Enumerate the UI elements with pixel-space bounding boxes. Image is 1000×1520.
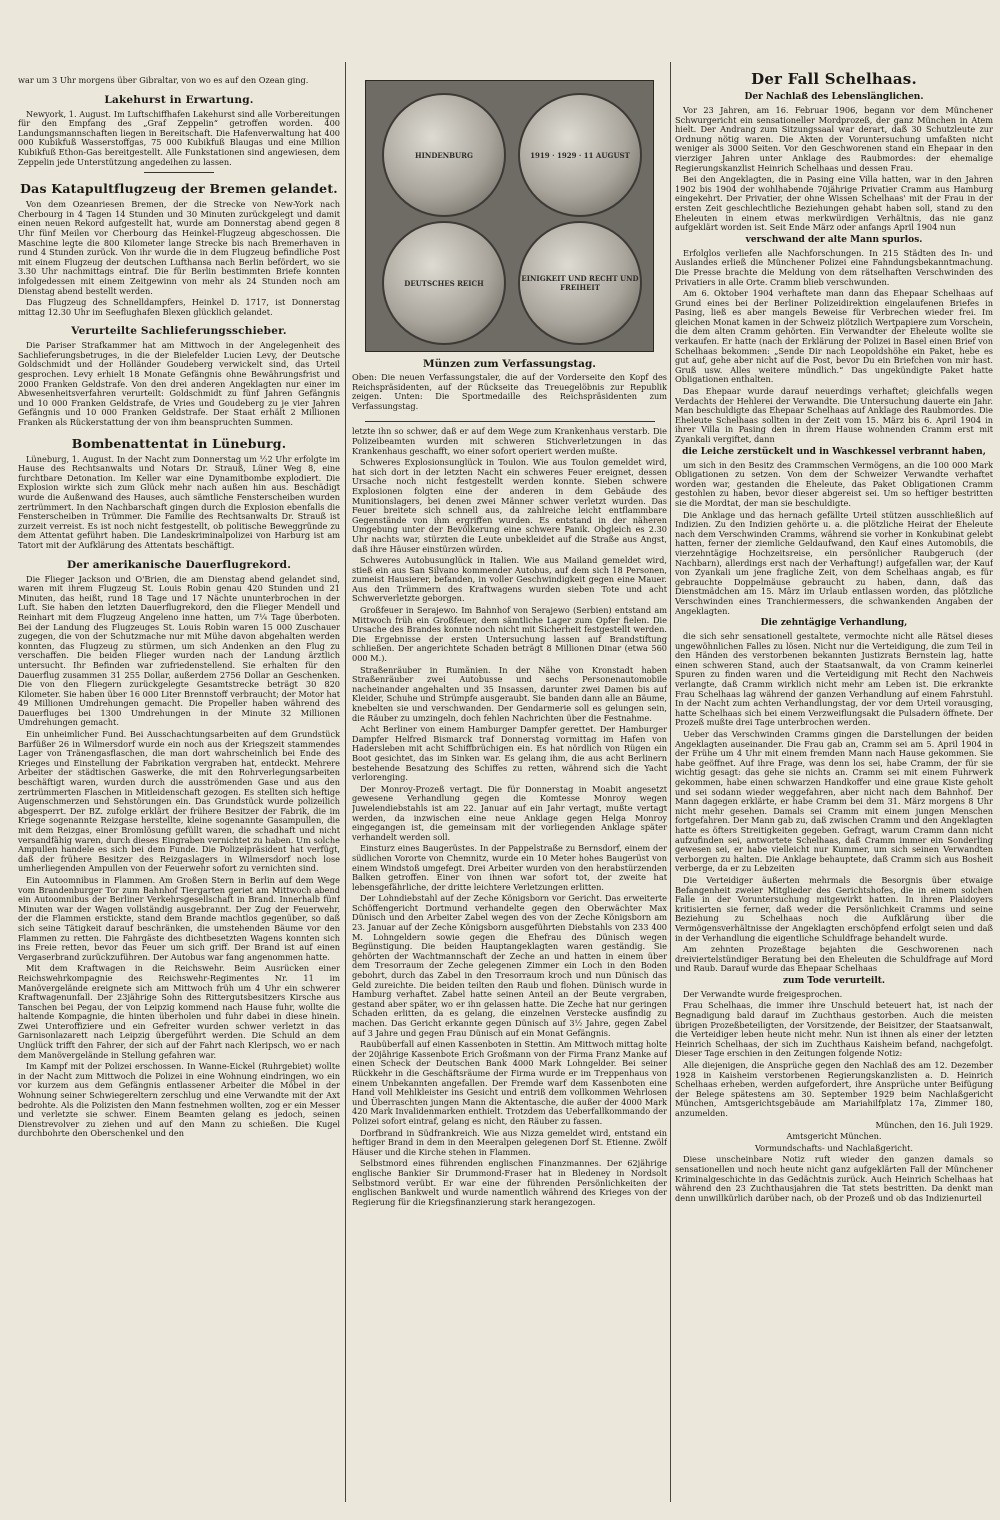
coin-hindenburg-inscription: HINDENBURG [415,150,473,160]
article-hamburger-dampfer: Acht Berliner von einem Hamburger Dampfer gerettet. Der Hamburger Dampfer Helfred Bismarck traf Donnerstag vormittag im Hafen von Hadersleben mit acht Schiffbrüchigen ein. Es hat nördlich von Rügen ein Boot gesichtet, das im Sinken war. Es gelang ihm, die aus acht Berlinern bestehende Besatzung des Schiffes zu retten, während sich die Yacht verlorenging. [352,724,667,783]
schelhaas-paragraph-2: Bei den Angeklagten, die in Pasing eine Villa hatten, war in den Jahren 1902 bis 1904 der wohlhabende 70jährige Privatier Cramm aus Hamburg eingekehrt. Der Privatier, der ohne Wissen Schelhaas' mit der Frau in der ersten Zeit geschlechtliche Beziehungen gehabt haben soll, stand zu den Eheleuten in einem etwas merkwürdigen Verhältnis, das nie ganz aufgeklärt worden ist. Seit Ende März oder anfangs April 1904 nun [675,174,993,233]
subheading-spurlos: verschwand der alte Mann spurlos. [745,234,923,245]
coins-photo [365,80,654,352]
headline-bombenattentat: Bombenattentat in Lüneburg. [71,435,287,451]
article-katapult-1: Von dem Ozeanriesen Bremen, der die Strecke von New-York nach Cherbourg in 4 Tagen 14 Stunden und 30 Minuten zurückgelegt und damit einen neuen Rekord aufgestellt hat, wurde am Donnerstag abend gegen 8 Uhr fünf Meilen vor Cherbourg das Heinkel-Flugzeug abgeschossen. Die Maschine legte die 800 Kilometer lange Strecke bis nach Bremerhaven in rund 4 Stunden zurück. Von ihr wurde die in dem Flugzeug befindliche Post mit einem Flugzeug der deutschen Lufthansa nach Berlin befördert, wo sie 3.30 Uhr nachmittags eintraf. Die für Berlin bestimmten Briefe konnten infolgedessen mit einem Zeitgewinn von mehr als 24 Stunden noch am Dienstag abend bestellt werden. [18,199,340,296]
subheadline-nachlass: Der Nachlaß des Lebenslänglichen. [744,92,924,102]
article-lakehurst: Newyork, 1. August. Im Luftschiffhafen Lakehurst sind alle Vorbereitungen für den Empfang des „Graf Zeppelin“ getroffen worden. 400 Landungsmannschaften liegen in Bereitschaft. Die Hafenverwaltung hat 400 000 Kubikfuß Wasserstoffgas, 75 000 Kubikfuß Blaugas und eine Million Kubikfuß Ethon-Gas bereitgestellt. Alle Funkstationen sind angewiesen, dem Zeppelin jede Unterstützung angedeihen zu lassen. [18,108,340,167]
coin-oath-inscription: 1919 · 1929 · 11 AUGUST [530,150,630,160]
subheading-verhandlung: Die zehntägige Verhandlung, [760,618,908,629]
coin-sport-medal [382,221,506,345]
article-dauerflug: Die Flieger Jackson und O'Brien, die am Dienstag abend gelandet sind, waren mit ihrem Flugzeug St. Louis Robin genau 420 Stunden und 21 Minuten, das heißt, rund 18 Tage und 17 Nächte ununterbrochen in der Luft. Sie haben den letzten Dauerflugrekord, den die Flieger Mendell und Reinhart mit dem Flugzeug Angeleno inne hatten, um 7¼ Tage überboten. Bei der Landung des Flugzeuges St. Louis Robin waren 15 000 Zuschauer zugegen, die von der Schutzmache nur mit Mühe davon abgehalten werden konnten, das Flugzeug zu stürmen, um sich Andenken an den Flug zu verschaffen. Die beiden Flieger wurden nach der Landung ärztlich untersucht. Ihr Befinden war zufriedenstellend. Sie erhalten für den Dauerflug zusammen 31 255 Dollar, außerdem 2756 Dollar an Geschenken. Die von den Fliegern zurückgelegte Gesamtstrecke beträgt 30 820 Kilometer. Sie haben über 16 000 Liter Brennstoff verbraucht; der Motor hat 49 Millionen Umdrehungen gemacht. Die Propeller haben während des Dauerfluges bei 1300 Umdrehungen in der Minute 32 Millionen Umdrehungen gemacht. [18,573,340,728]
article-polizei: Im Kampf mit der Polizei erschossen. In Wanne-Eickel (Ruhrgebiet) wollte in der Nacht zum Mittwoch die Polizei in eine Wohnung eindringen, wo ein vor kurzem aus dem Gefängnis entlassener Arbeiter die Möbel in der Wohnung seiner Schwiegereltern zerschlug und eine Verwandte mit der Axt bedrohte. Als die Polizisten den Mann festnehmen wollten, zog er ein Messer und verletzte sie schwer. Einem Beamten gelang es jedoch, seinen Dienstrevolver zu ziehen und auf den Mann zu schießen. Die Kugel durchbohrte den Oberschenkel und den [18,1061,340,1139]
coin-eagle-inscription: EINIGKEIT UND RECHT UND FREIHEIT [521,274,639,292]
headline-katapult: Das Katapultflugzeug der Bremen gelandet. [20,181,338,197]
article-autobus: Ein Autoomnibus in Flammen. Am Großen Stern in Berlin auf dem Wege vom Brandenburger Tor zum Bahnhof Tiergarten geriet am Mittwoch abend ein Autoomnibus der Berliner Verkehrsgesellschaft in Brand. Innerhalb fünf Minuten war der Wagen vollständig ausgebrannt. Der Zug der Feuerwehr, der die Flammen erstickte, stand dem Brande machtlos gegenüber, so daß sich seine Tätigkeit darauf beschränken, die umstehenden Bäume vor den Flammen zu retten. Die Fahrgäste des dichtbesetzten Wagens konnten sich ins Freie retten, bevor das Feuer um sich griff. Der Brand ist auf einen Vergaserbrand zurückzuführen. Der Autobus war fang angenommen hatte. [18,874,340,962]
column-left [18,0,340,1520]
column-rule [670,62,671,1502]
column-middle [352,0,667,1520]
schelhaas-paragraph-10: Die Verteidiger äußerten mehrmals die Besorgnis über etwaige Befangenheit zweier Mitglieder des Gerichtshofes, die in einem solchen Falle in der Voruntersuchung mitgewirkt hatten. In ihren Plaidoyers kritisierten sie ferner, daß weder die Persönlichkeit Cramms und seine Beziehung zu Schelhaas noch die Aufklärung über die Vermögensverhältnisse der Angeklagten erschöpfend erfolgt seien und daß in der Verhandlung die eigentliche Schuldfrage behandelt wurde. [675,874,993,943]
article-rumaenien: Straßenräuber in Rumänien. In der Nähe von Kronstadt haben Straßenräuber zwei Autobusse und sechs Personenautomobile nacheinander angehalten und 35 Insassen, darunter zwei Damen bis auf Kleider, Schuhe und Strümpfe ausgeraubt. Sie banden dann alle an Bäume, knebelten sie und verschwanden. Der Gendarmerie soll es gelungen sein, die Räuber zu umzingeln, doch fehlen Nachrichten über die Festnahme. [352,664,667,723]
separator [365,421,655,422]
article-toulon: Schweres Explosionsunglück in Toulon. Wie aus Toulon gemeldet wird, hat sich dort in der letzten Nacht ein schweres Feuer ereignet, dessen Ursache noch nicht festgestellt werden konnte. Sieben schwere Explosionen folgten eine der anderen in dem Gebäude des Munitionslagers, bei denen zwei Männer schwer verletzt wurden. Das Feuer breitete sich schnell aus, da zahlreiche leicht entflammbare Gegenstände von ihm ergriffen wurden. Es entstand in der näheren Umgebung unter der Bevölkerung eine schwere Panik. Obgleich es 2.30 Uhr nachts war, stürzten die Leute unbekleidet auf die Straße aus Angst, daß ihre Häuser einstürzen würden. [352,457,667,554]
coin-eagle [518,221,642,345]
schelhaas-paragraph-3: Erfolglos verliefen alle Nachforschungen. In 215 Städten des In- und Auslandes erließ die Münchener Polizei eine Fahndungsbekanntmachung. Die Presse brachte die Meldung von dem rätselhaften Verschwinden des Privatiers in alle Orte. Cramm blieb verschwunden. [675,247,993,287]
intro-paragraph: war um 3 Uhr morgens über Gibraltar, von wo es auf den Ozean ging. [18,75,309,85]
photo-caption: Oben: Die neuen Verfassungstaler, die auf der Vorderseite den Kopf des Reichspräsidenten, auf der Rückseite das Treuegelöbnis zur Republik zeigen. Unten: Die Sportmedaille des Reichspräsidenten zum Verfassungstag. [352,372,667,411]
schelhaas-paragraph-4: Am 6. Oktober 1904 verhaftete man dann das Ehepaar Schelhaas auf Grund eines bei der Berliner Polizeidirektion eingelaufenen Briefes in Pasing, ließ es aber mangels Beweise für Verbrechen wieder frei. Im gleichen Monat kamen in der Schweiz plötzlich Wertpapiere zum Vorschein, die dem alten Cramm gehörten. Ein Verwandter der Eheleute wollte sie verkaufen. Er hatte (nach der Erklärung der Polizei in Basel einen Brief von Schelhaas bekommen: „Sende Dir nach Leopoldshöhe ein Paket, hebe es gut auf, gehe aber nicht auf die Post, bevor Du ein Briefchen von mir hast. Gruß usw. Alles weitere mündlich.“ Das ungekündigte Paket hatte Obligationen enthalten. [675,288,993,385]
article-dorfbrand: Dorfbrand in Südfrankreich. Wie aus Nizza gemeldet wird, entstand ein heftiger Brand in dem in den Meeralpen gelegenen Dorf St. Etienne. Zwölf Häuser und die Kirche stehen in Flammen. [352,1127,667,1157]
schelhaas-paragraph-1: Vor 23 Jahren, am 16. Februar 1906, begann vor dem Münchener Schwurgericht ein sensationeller Mordprozeß, der ganz München in Atem hielt. Der Andrang zum Sitzungssaal war derart, daß 30 Schutzleute zur Ordnung nötig waren. Die Akten der Voruntersuchung umfaßten nicht weniger als 3000 Seiten. Vor den Geschworenen stand ein Ehepaar in den vierziger Jahren unter Anklage des Raubmordes: der ehemalige Regierungskanzlist Heinrich Schelhaas und dessen Frau. [675,105,993,173]
schelhaas-notice: Alle diejenigen, die Ansprüche gegen den Nachlaß des am 12. Dezember 1928 in Kaisheim verstorbenen Regierungskanzlisten a. D. Heinrich Schelhaas erheben, werden aufgefordert, ihre Ansprüche unter Beifügung der Belege spätestens am 30. September 1929 beim Nachlaßgericht München, Amtsgerichtsgebäude am Mariahilfplatz 17a, Zimmer 180, anzumelden. [675,1060,993,1118]
notice-court: Amtsgericht München. [786,1131,882,1142]
article-monroy: Der Monroy-Prozeß vertagt. Die für Donnerstag in Moabit angesetzt gewesene Verhandlung gegen die Komtesse Monroy wegen Juwelendiebstahls ist am 22. Januar auf ein Jahr vertagt, mußte vertagt werden, da inzwischen eine neue Anklage gegen Helga Monroy eingegangen ist, die gemeinsam mit der vorliegenden Anklage später verhandelt werden soll. [352,783,667,842]
headline-fall-schelhaas: Der Fall Schelhaas. [751,70,917,88]
column-rule [345,62,346,1502]
article-italien: Schweres Autobusunglück in Italien. Wie aus Mailand gemeldet wird, stieß ein aus San Silvano kommender Autobus, auf dem sich 18 Personen, zumeist Hausierer, befanden, in voller Geschwindigkeit gegen eine Mauer. Aus den Trümmern des Kraftwagens wurden sieben Tote und acht Schwerverletzte geborgen. [352,555,667,604]
schelhaas-paragraph-6: um sich in den Besitz des Crammschen Vermögens, an die 100 000 Mark Obligationen zu setzen. Von dem der Schweizer Verwandte verhaftet worden war, gestanden die Eheleute, das Paket Obligationen Cramm gestohlen zu haben, bevor dieser abgereist sei. Um so heftiger bestritten sie die Mordtat, der man sie beschuldigte. [675,459,993,508]
photo-caption-title: Münzen zum Verfassungstag. [423,358,596,370]
schelhaas-paragraph-12: Der Verwandte wurde freigesprochen. [683,988,843,999]
coin-hindenburg [382,93,506,217]
coin-oath-hands [518,93,642,217]
subheading-leiche: die Leiche zerstückelt und in Waschkessel verbrannt haben, [682,446,986,457]
separator [144,172,214,173]
article-stettin: Raubüberfall auf einen Kassenboten in Stettin. Am Mittwoch mittag holte der 20jährige Kassenbote Erich Großmann von der Firma Franz Manke auf einen Scheck der Deutschen Bank 4000 Mark Lohngelder. Bei seiner Rückkehr in die Geschäftsräume der Firma wurde er im Treppenhaus von einem Unbekannten angefallen. Der Fremde warf dem Kassenboten eine Hand voll Mehlkleister ins Gesicht und entriß dem vollkommen Wehrlosen und Überraschten jungen Mann die Aktentasche, die außer der 4000 Mark 420 Mark Invalidenmarken enthielt. Trotzdem das Ueberfallkommando der Polizei sofort eintraf, gelang es nicht, den Räuber zu fassen. [352,1039,667,1126]
schelhaas-paragraph-final: Diese unscheinbare Notiz ruft wieder den ganzen damals so sensationellen und noch heute nicht ganz aufgeklärten Fall der Münchener Kriminalgeschichte in das Gedächtnis zurück. Auch Heinrich Schelhaas hat während den 23 Zuchthausjahren die Tat stets bestritten. Da denkt man denn unwillkürlich darüber nach, ob der Prozeß und ob das Indizienurteil [675,1154,993,1203]
schelhaas-paragraph-13: Frau Schelhaas, die immer ihre Unschuld beteuert hat, ist nach der Begnadigung bald darauf im Zuchthaus gestorben. Auch die meisten übrigen Prozeßbeteiligten, der Vorsitzende, der Beisitzer, der Staatsanwalt, die Verteidiger leben heute nicht mehr. Nun ist ihnen als einer der letzten Heinrich Schelhaas, der sich im Zuchthaus Kaisheim befand, nachgefolgt. Dieser Tage erschien in den Zeitungen folgende Notiz: [675,1000,993,1059]
article-katapult-2: Das Flugzeug des Schnelldampfers, Heinkel D. 1717, ist Donnerstag mittag 12.30 Uhr im Seeflughafen Blexen glücklich gelandet. [18,297,340,317]
article-baugeruest: Einsturz eines Baugerüstes. In der Pappelstraße zu Bernsdorf, einem der südlichen Vororte von Chemnitz, wurde ein 10 Meter hohes Baugerüst von einem Windstoß umgefegt. Drei Arbeiter wurden von den herabstürzenden Balken getroffen. Einer von ihnen war sofort tot, der zweite hat lebensgefährliche, der dritte leichtere Verletzungen erlitten. [352,843,667,892]
notice-date: München, den 16. Juli 1929. [875,1119,993,1130]
coin-sport-inscription: DEUTSCHES REICH [404,278,484,288]
schelhaas-paragraph-8: die sich sehr sensationell gestaltete, vermochte nicht alle Rätsel dieses ungewöhnlichen Falles zu lösen. Nicht nur die Verteidigung, die zum Teil in den Händen des verstorbenen bekannten Justizrats Bernstein lag, hatte einen schweren Stand, auch der Staatsanwalt, da von Cramm keinerlei Spuren zu finden waren und die Verteidigung mit Recht den Nachweis verlangte, daß Cramm wirklich nicht mehr am Leben ist. Die erkrankte Frau Schelhaas lag während der ganzen Verhandlung auf einem Fahrstuhl. In der Nacht zum achten Verhandlungstag, der vor dem Urteil vorausging, hatte Schelhaas sich bei einem Verzweiflungsakt die Pulsadern öffnete. Der Prozeß mußte drei Tage unterbrochen werden. [675,631,993,728]
column-right [675,0,993,1520]
subheading-tode: zum Tode verurteilt. [782,975,886,986]
article-selbstmord: Selbstmord eines führenden englischen Finanzmannes. Der 62jährige englische Bankier Sir Drummond-Fraser hat in Bledeney in Nordsolt Selbstmord verübt. Er war eine der führenden Persönlichkeiten der englischen Bankwelt und wurde namentlich während des Krieges von der Regierung für die Kriegsfinanzierung stark herangezogen. [352,1158,667,1207]
article-continuation: letzte ihn so schwer, daß er auf dem Wege zum Krankenhaus verstarb. Die Polizeibeamten wurden mit schweren Stichverletzungen in das Krankenhaus geschafft, wo einer sofort operiert werden mußte. [352,426,667,456]
article-sachlieferung: Die Pariser Strafkammer hat am Mittwoch in der Angelegenheit des Sachlieferungsbetruges, in die der Bielefelder Lucien Levy, der Deutsche Goldschmidt und der Holländer Goudeberg verwickelt sind, das Urteil gesprochen. Levy erhielt 18 Monate Gefängnis ohne Bewährungsfrist und 2000 Franken Geldstrafe. Von den drei anderen Angeklagten nur einer im Abwesenheitsverfahren verurteilt: Goldschmidt zu fünf Jahren Gefängnis und 10 000 Franken Geldstrafe, de Vries und Goudeberg zu je vier Jahren Gefängnis und 10 000 Franken Geldstrafe. Der Staat erhält 2 Millionen Franken als Rückerstattung der von ihm beanspruchten Summen. [18,340,340,428]
article-bombenattentat: Lüneburg, 1. August. In der Nacht zum Donnerstag um ½2 Uhr erfolgte im Hause des Rechtsanwalts und Notars Dr. Strauß, Lüner Weg 8, eine furchtbare Detonation. Im Keller war eine Dynamitbombe explodiert. Die Explosion wirkte sich zum Glück mehr nach außen hin aus. Beschädigt wurde die Außenwand des Hauses, auch sämtliche Fensterscheiben wurden zertrümmert. In den Nachbarschaft gingen durch die Explosion ebenfalls die Fensterscheiben in Trümmer. Die Familie des Rechtsanwalts Dr. Strauß ist zurzeit verreist. Es ist noch nicht festgestellt, ob politische Beweggründe zu dem Attentat geführt haben. Die Landeskriminalpolizei von Harburg ist am Tatort mit der Aufklärung des Attentats beschäftigt. [18,453,340,550]
headline-lakehurst: Lakehurst in Erwartung. [104,93,254,106]
schelhaas-paragraph-5: Das Ehepaar wurde darauf neuerdings verhaftet; gleichfalls wegen Verdachts der Hehlerei der Verwandte. Die Untersuchung dauerte ein Jahr. Man beschuldigte das Ehepaar Schelhaas auf Anklage des Raubmordes. Die Eheleute Schelhaas sollten in der Zeit vom 15. März bis 6. April 1904 in ihrer Villa in Pasing den in ihrem Hause wohnenden Cramm erst mit Zyankali vergiftet, dann [675,386,993,444]
article-serajewo: Großfeuer in Serajewo. Im Bahnhof von Serajewo (Serbien) entstand am Mittwoch früh ein Großfeuer, dem sämtliche Lager zum Opfer fielen. Die Ursache des Brandes konnte noch nicht mit Sicherheit festgestellt werden. Die Ergebnisse der ersten Untersuchung lassen auf Brandstiftung schließen. Der angerichtete Schaden beträgt 8 Millionen Dinar (etwa 560 000 M.). [352,605,667,664]
schelhaas-paragraph-9: Ueber das Verschwinden Cramms gingen die Darstellungen der beiden Angeklagten auseinander. Die Frau gab an, Cramm sei am 5. April 1904 in der Frühe um 4 Uhr mit einem fremden Mann nach Hause gekommen. Sie habe geöffnet. Auf ihre Frage, was denn los sei, habe Cramm, der für sie wichtig gesagt: das gehe sie nichts an. Cramm sei mit einem Fuhrwerk gekommen, habe einen schwarzen Handkoffer und eine graue Kiste geholt und sei sodann wieder weggefahren, aber nicht nach dem Bahnhof. Der Mann dagegen erklärte, er habe Cramm bei dem 31. März morgens 8 Uhr nicht mehr gesehen. Damals sei Cramm mit einem jungen Menschen fortgefahren. Der Mann gab zu, daß zwischen Cramm und den Angeklagten hatte es öfters Streitigkeiten gegeben. Gefragt, warum Cramm dann nicht aufzufinden sei, antwortete Schelhaas, daß Cramm immer ein Sonderling gewesen sei, er habe vielleicht nur Kummer, um sich seinen Verwandten verborgen zu halten. Die Anklage behauptete, daß Cramm sich aus Bosheit verberge, da er zu Lebzeiten [675,729,993,874]
notice-department: Vormundschafts- und Nachlaßgericht. [754,1142,914,1153]
article-kraftwagen: Mit dem Kraftwagen in die Reichswehr. Beim Ausrücken einer Reichswehrkompagnie des Reichswehr-Regimentes Nr. 11 im Manövergelände ereignete sich am Mittwoch früh um 4 Uhr ein schwerer Kraftwagenunfall. Der 23jährige Sohn des Rittergutsbesitzers Kirsche aus Tanschen bei Pegau, der von Leipzig kommend nach Hause fuhr, wollte die haltende Kompagnie, die hinten überholen und fuhr dabei in diese hinein. Zwei Unteroffiziere und ein Gefreiter wurden schwer verletzt in das Garnisonlazarett nach Leipzig übergeführt werden. Die Schuld an dem Unglück trifft den Fahrer, der sich auf der Fahrt nach Kleripsch, wo er nach dem Manövergelände in Stellung gefahren war. [18,963,340,1060]
headline-dauerflug: Der amerikanische Dauerflugrekord. [66,558,292,571]
headline-sachlieferung: Verurteilte Sachlieferungsschieber. [71,325,287,338]
schelhaas-paragraph-11: Am zehnten Prozeßtage bejahten die Geschworenen nach dreiviertelstündiger Beratung bei den Eheleuten die Schuldfrage auf Mord und Raub. Darauf wurde das Ehepaar Schelhaas [675,944,993,974]
article-lohndiebstahl: Der Lohndiebstahl auf der Zeche Königsborn vor Gericht. Das erweiterte Schöffengericht Dortmund verhandelte gegen den Oberwächter Max Dünisch und den Arbeiter Zabel wegen des von der Zeche Königsborn am 23. Januar auf der Zeche Königsborn ausgeführten Diebstahls von 233 400 M. Lohngeldern sowie gegen die Ehefrau des Dünisch wegen Begünstigung. Die beiden Hauptangeklagten waren geständig. Sie gehörten der Wachtmannschaft der Zeche an und hatten in einem über dem Tresorraum der Zeche gelegenen Zimmer ein Loch in den Boden gebohrt, durch das Zabel in den Tresorraum kroch und nun Dünisch das Geld zureichte. Die beiden teilten den Raub und flohen. Dünisch wurde in Hamburg verhaftet. Zabel hatte seinen Anteil an der Beute vergraben, gestand aber später, wo er ihn gelassen hatte. Die Zeche hat nur geringen Schaden erlitten, da es gelang, die einzelnen Verstecke ausfindig zu machen. Das Gericht erkannte gegen Dünisch auf 3½ Jahre, gegen Zabel auf 3 Jahre und gegen Frau Dünisch auf ein Monat Gefängnis. [352,893,667,1038]
schelhaas-paragraph-7: Die Anklage und das hernach gefällte Urteil stützen ausschließlich auf Indizien. Zu den Indizien gehörte u. a. die plötzliche Heirat der Eheleute nach dem Verschwinden Cramms, während sie vorher in Konkubinat gelebt hatten, ferner der ziemliche Geldaufwand, den Kauf eines Automobils, die vierzehntägige Hochzeitsreise, ein persönlicher Raubgeruch (der Nachbarn), allerdings erst nach der Verhaftung!) aufgefallen war, der Kauf von Zyankali um jene fragliche Zeit, von dem Schelhaas angab, es für gebrauchte Doppelmäuse gebraucht zu haben, dann, daß das Dienstmädchen am 15. März im Urlaub entlassen worden, das plötzliche Verschwinden eines Tranchiermessers, die schwankenden Angaben der Angeklagten. [675,509,993,616]
article-fund: Ein unheimlicher Fund. Bei Ausschachtungsarbeiten auf dem Grundstück Barfüßer 26 in Wilmersdorf wurde ein noch aus der Kriegszeit stammendes Lager von Tränengasflaschen, die man dort wahrscheinlich bei Ende des Krieges und Einstellung der Fabrikation vergraben hat, entdeckt. Mehrere Arbeiter der städtischen Gaswerke, die mit den Rohrverlegungsarbeiten beschäftigt waren, wurden durch die ausströmenden Gase und aus den zertrümmerten Flaschen in Mitleidenschaft gezogen. Es stellten sich heftige Augenschmerzen und Sehstörungen ein. Das Grundstück wurde polizeilich abgesperrt. Der BZ. zufolge erklärt der frühere Besitzer der Fabrik, die im Kriege sogenannte Reizgase herstellte, kleine sogenannte Gasampullen, die mit dem Reizgas, einer Bromlösung gefüllt waren, die schadhaft und nicht versandfähig waren, durch dieses Eingraben vernichtet zu haben. Um solche Ampullen handele es sich bei dem Funde. Die Polizeipräsident hat verfügt, daß der frühere Besitzer des Reizgaslagers in Wilmersdorf noch lose umherliegenden Ampullen von der Feuerwehr sofort zu vernichten sind. [18,729,340,874]
